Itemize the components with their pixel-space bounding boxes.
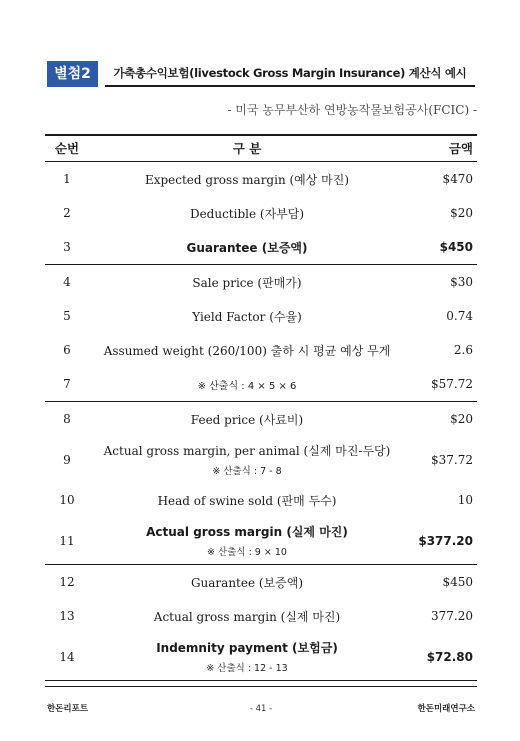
row-number: 9 — [63, 452, 71, 467]
table-row — [45, 599, 477, 633]
appendix-header — [47, 61, 475, 87]
row-number: 13 — [59, 609, 75, 623]
row-formula: ※ 산출식 : 7 - 8 — [212, 466, 282, 477]
row-description-cell — [89, 492, 405, 509]
row-number: 4 — [63, 275, 71, 289]
row-description-cell — [89, 308, 405, 325]
row-number: 14 — [59, 649, 75, 664]
row-description: Yield Factor (수율) — [192, 309, 302, 324]
row-description: Indemnity payment (보험금) — [156, 641, 338, 655]
column-header-amount: 금액 — [448, 141, 473, 156]
table-row — [45, 230, 477, 265]
table-body — [45, 162, 477, 680]
row-amount: $450 — [439, 240, 473, 254]
row-description: Assumed weight (260/100) 출하 시 평균 예상 무게 — [103, 343, 391, 358]
row-number: 2 — [63, 206, 71, 220]
row-number: 11 — [59, 533, 75, 548]
row-description-cell — [89, 239, 405, 256]
table-row — [45, 299, 477, 333]
row-description: Sale price (판매가) — [192, 275, 302, 290]
row-description-cell — [89, 442, 405, 477]
row-description: Head of swine sold (판매 두수) — [157, 493, 337, 508]
table-row — [45, 333, 477, 367]
page-title: 가축총수익보험(livestock Gross Margin Insurance) 계산식 예시 — [105, 61, 475, 87]
row-number: 5 — [63, 309, 71, 323]
calculation-table — [45, 134, 477, 681]
row-amount: $72.80 — [426, 649, 473, 664]
row-amount: 0.74 — [446, 309, 473, 323]
row-description-cell — [89, 411, 405, 428]
table-header — [45, 136, 477, 162]
row-description: Guarantee (보증액) — [190, 575, 304, 590]
row-amount: 377.20 — [431, 609, 473, 623]
footer-publication: 한돈리포트 — [47, 704, 89, 714]
row-description-cell — [89, 342, 405, 359]
row-description-cell — [89, 574, 405, 591]
row-number: 12 — [59, 575, 75, 589]
row-amount: $37.72 — [431, 452, 473, 467]
row-description: Deductible (자부담) — [189, 206, 305, 221]
row-amount: $30 — [450, 275, 473, 289]
row-description-cell — [89, 639, 405, 674]
row-number: 1 — [63, 172, 71, 186]
column-header-number: 순번 — [54, 141, 80, 156]
row-description-cell — [89, 523, 405, 558]
row-formula: ※ 산출식 : 9 × 10 — [207, 547, 287, 558]
row-number: 8 — [63, 412, 71, 426]
row-amount: $470 — [442, 172, 473, 186]
row-description: ※ 산출식 : 4 × 5 × 6 — [197, 380, 297, 392]
row-description-cell — [89, 377, 405, 392]
row-amount: $20 — [450, 412, 473, 426]
row-number: 3 — [63, 240, 71, 254]
row-description-cell — [89, 171, 405, 188]
table-row — [45, 633, 477, 680]
row-description: Actual gross margin (실제 마진) — [153, 609, 341, 624]
row-amount: $377.20 — [418, 533, 473, 548]
row-description: Actual gross margin, per animal (실제 마진-두당) — [103, 444, 391, 458]
row-description: Feed price (사료비) — [190, 412, 304, 427]
row-number: 7 — [63, 377, 71, 391]
footer-institute: 한돈미래연구소 — [417, 704, 475, 714]
table-row — [45, 565, 477, 599]
row-description-cell — [89, 274, 405, 291]
table-row — [45, 162, 477, 196]
row-number: 10 — [59, 493, 75, 507]
table-row — [45, 483, 477, 517]
row-formula: ※ 산출식 : 12 - 13 — [206, 663, 288, 674]
table-row — [45, 402, 477, 436]
table-row — [45, 196, 477, 230]
table-row — [45, 367, 477, 402]
table-row — [45, 265, 477, 299]
row-amount: $450 — [442, 575, 473, 589]
row-description: Expected gross margin (예상 마진) — [144, 172, 350, 187]
table-row — [45, 517, 477, 565]
table-row — [45, 436, 477, 483]
row-amount: $57.72 — [431, 377, 473, 391]
appendix-badge: 별첨2 — [47, 61, 98, 87]
row-amount: $20 — [450, 206, 473, 220]
column-header-category: 구 분 — [232, 141, 262, 156]
row-description: Actual gross margin (실제 마진) — [146, 525, 348, 539]
row-description-cell — [89, 608, 405, 625]
row-description: Guarantee (보증액) — [186, 240, 308, 255]
page-number: - 41 - — [249, 704, 273, 714]
row-number: 6 — [63, 343, 71, 357]
row-amount: 10 — [457, 493, 473, 507]
page-footer — [45, 686, 477, 717]
row-description-cell — [89, 205, 405, 222]
row-amount: 2.6 — [453, 343, 473, 357]
source-note: - 미국 농무부산하 연방농작물보험공사(FCIC) - — [227, 103, 477, 117]
